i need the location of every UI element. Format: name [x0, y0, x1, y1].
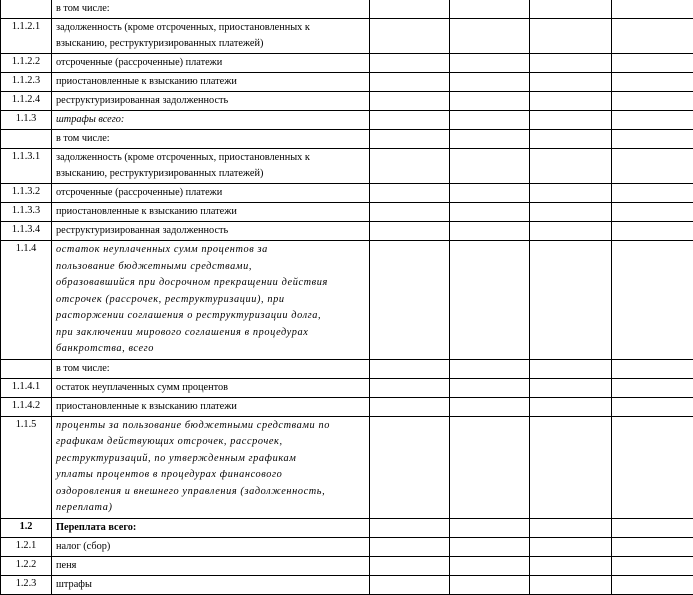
value-cell: [612, 184, 693, 203]
value-cell: [370, 518, 450, 537]
row-label: в том числе:: [52, 359, 370, 378]
value-cell: [612, 54, 693, 73]
table-row: [1, 54, 693, 73]
value-cell: [370, 556, 450, 575]
row-label: в том числе:: [52, 130, 370, 149]
row-label: отсроченные (рассроченные) платежи: [52, 184, 370, 203]
table-row: [1, 203, 693, 222]
row-label: приостановленные к взысканию платежи: [52, 203, 370, 222]
value-cell: [370, 378, 450, 397]
value-cell: [370, 111, 450, 130]
value-cell: [530, 0, 612, 19]
table-row: [1, 130, 693, 149]
row-number: 1.1.4.1: [1, 378, 52, 397]
table-row: [1, 378, 693, 397]
row-label: отсроченные (рассроченные) платежи: [52, 54, 370, 73]
value-cell: [450, 359, 530, 378]
value-cell: [450, 556, 530, 575]
row-label: штрафы всего:: [52, 111, 370, 130]
value-cell: [450, 397, 530, 416]
value-cell: [370, 149, 450, 184]
value-cell: [612, 556, 693, 575]
value-cell: [450, 92, 530, 111]
value-cell: [612, 203, 693, 222]
value-cell: [530, 92, 612, 111]
row-number: 1.1.3.1: [1, 149, 52, 184]
row-number: [1, 130, 52, 149]
value-cell: [530, 73, 612, 92]
value-cell: [450, 537, 530, 556]
row-number: 1.1.4.2: [1, 397, 52, 416]
row-number: 1.1.5: [1, 416, 52, 518]
value-cell: [370, 73, 450, 92]
table-row: [1, 222, 693, 241]
row-label: штрафы: [52, 575, 370, 594]
value-cell: [612, 130, 693, 149]
value-cell: [530, 556, 612, 575]
table-row: [1, 149, 693, 184]
value-cell: [530, 149, 612, 184]
value-cell: [370, 222, 450, 241]
value-cell: [450, 203, 530, 222]
value-cell: [612, 149, 693, 184]
row-number: 1.1.3.2: [1, 184, 52, 203]
value-cell: [450, 54, 530, 73]
value-cell: [530, 416, 612, 518]
value-cell: [612, 0, 693, 19]
table-row: [1, 416, 693, 518]
value-cell: [450, 222, 530, 241]
table-row: [1, 73, 693, 92]
row-label: приостановленные к взысканию платежи: [52, 397, 370, 416]
value-cell: [530, 184, 612, 203]
value-cell: [450, 575, 530, 594]
value-cell: [612, 378, 693, 397]
table-row: [1, 359, 693, 378]
value-cell: [530, 130, 612, 149]
value-cell: [450, 111, 530, 130]
value-cell: [612, 73, 693, 92]
table-row: [1, 397, 693, 416]
row-number: [1, 359, 52, 378]
table-row: [1, 184, 693, 203]
value-cell: [450, 518, 530, 537]
row-number: 1.1.2.4: [1, 92, 52, 111]
row-number: 1.2: [1, 518, 52, 537]
value-cell: [530, 222, 612, 241]
value-cell: [612, 222, 693, 241]
row-number: [1, 0, 52, 19]
row-number: 1.2.3: [1, 575, 52, 594]
row-number: 1.1.2.1: [1, 19, 52, 54]
row-label: пеня: [52, 556, 370, 575]
value-cell: [450, 378, 530, 397]
table-row: [1, 537, 693, 556]
value-cell: [450, 130, 530, 149]
value-cell: [370, 19, 450, 54]
value-cell: [370, 575, 450, 594]
value-cell: [530, 111, 612, 130]
row-label: в том числе:: [52, 0, 370, 19]
value-cell: [370, 92, 450, 111]
value-cell: [612, 111, 693, 130]
value-cell: [370, 203, 450, 222]
value-cell: [530, 397, 612, 416]
value-cell: [450, 416, 530, 518]
value-cell: [530, 537, 612, 556]
value-cell: [370, 537, 450, 556]
value-cell: [450, 241, 530, 360]
row-label: задолженность (кроме отсроченных, приостановленных к взысканию, реструктуризированных платежей): [52, 149, 370, 184]
row-number: 1.1.3.3: [1, 203, 52, 222]
value-cell: [612, 92, 693, 111]
table-row: [1, 0, 693, 19]
value-cell: [450, 73, 530, 92]
row-label: проценты за пользование бюджетными средствами по графикам действующих отсрочек, рассрочек, реструктуризаций, по утвержденным графикам уплаты процентов в процедурах финансового оздоровления и внешнего управления (задолженность, переплата): [52, 416, 370, 518]
value-cell: [612, 19, 693, 54]
table-row: [1, 556, 693, 575]
value-cell: [370, 184, 450, 203]
value-cell: [370, 54, 450, 73]
value-cell: [450, 184, 530, 203]
value-cell: [530, 378, 612, 397]
value-cell: [612, 518, 693, 537]
row-label: налог (сбор): [52, 537, 370, 556]
row-label: остаток неуплаченных сумм процентов за пользование бюджетными средствами, образовавшийся при досрочном прекращении действия отсрочек (рассрочек, реструктуризации), при расторжении соглашения о реструктуризации долга, при заключении мирового соглашения в процедурах банкротства, всего: [52, 241, 370, 360]
value-cell: [370, 416, 450, 518]
table-row: [1, 111, 693, 130]
value-cell: [530, 54, 612, 73]
row-label: задолженность (кроме отсроченных, приостановленных к взысканию, реструктуризированных платежей): [52, 19, 370, 54]
value-cell: [612, 359, 693, 378]
row-label: реструктуризированная задолженность: [52, 222, 370, 241]
row-number: 1.1.2.2: [1, 54, 52, 73]
value-cell: [612, 537, 693, 556]
row-label: реструктуризированная задолженность: [52, 92, 370, 111]
table-row: [1, 241, 693, 360]
value-cell: [612, 575, 693, 594]
value-cell: [530, 359, 612, 378]
value-cell: [530, 203, 612, 222]
row-number: 1.2.1: [1, 537, 52, 556]
value-cell: [370, 130, 450, 149]
table-row: [1, 575, 693, 594]
value-cell: [450, 0, 530, 19]
row-number: 1.1.3.4: [1, 222, 52, 241]
value-cell: [612, 397, 693, 416]
row-number: 1.1.2.3: [1, 73, 52, 92]
table-row: [1, 92, 693, 111]
value-cell: [612, 416, 693, 518]
value-cell: [612, 241, 693, 360]
value-cell: [530, 518, 612, 537]
table-row: [1, 518, 693, 537]
value-cell: [370, 359, 450, 378]
value-cell: [530, 575, 612, 594]
row-number: 1.1.3: [1, 111, 52, 130]
table-row: [1, 19, 693, 54]
row-label: Переплата всего:: [52, 518, 370, 537]
value-cell: [450, 149, 530, 184]
row-number: 1.1.4: [1, 241, 52, 360]
value-cell: [530, 241, 612, 360]
row-label: приостановленные к взысканию платежи: [52, 73, 370, 92]
row-label: остаток неуплаченных сумм процентов: [52, 378, 370, 397]
value-cell: [370, 241, 450, 360]
row-number: 1.2.2: [1, 556, 52, 575]
value-cell: [370, 397, 450, 416]
value-cell: [450, 19, 530, 54]
value-cell: [530, 19, 612, 54]
value-cell: [370, 0, 450, 19]
